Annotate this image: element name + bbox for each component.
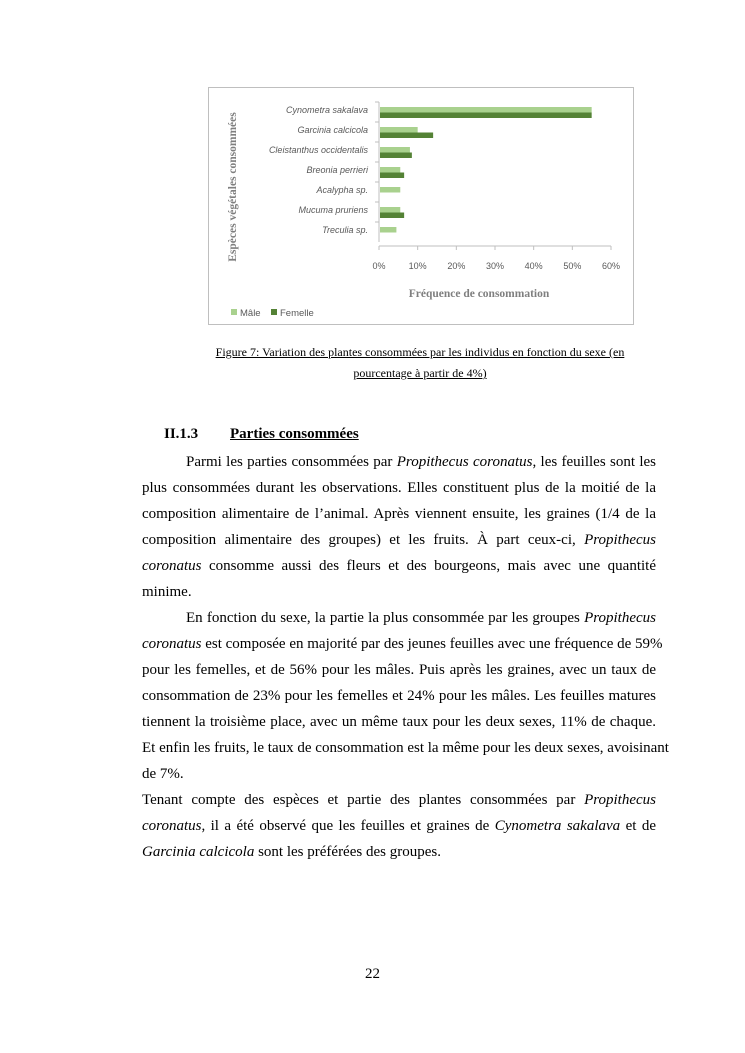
- bar-chart: [209, 88, 635, 326]
- text-segment: et de: [620, 818, 656, 834]
- text-line: [142, 816, 656, 836]
- text-line: [142, 842, 656, 862]
- bar-male: [380, 227, 396, 233]
- text-line: [142, 634, 663, 654]
- bar-male: [380, 147, 410, 153]
- caption-line-1: Figure 7: Variation des plantes consommées par les individus en fonction du sexe (en: [215, 345, 625, 359]
- text-line: [142, 556, 656, 576]
- category-label: Garcinia calcicola: [297, 125, 368, 135]
- category-label: Acalypha sp.: [316, 185, 368, 195]
- text-line: [142, 712, 656, 732]
- category-label: Mucuma pruriens: [298, 205, 368, 215]
- figure-caption: [200, 342, 640, 384]
- text-line: [142, 686, 656, 706]
- x-tick-label: 40%: [524, 261, 543, 271]
- legend-label: Mâle: [240, 308, 261, 319]
- italic-text: Propithecus coronatus: [396, 454, 533, 470]
- text-segment: est composée en majorité par des jeunes feuilles avec une fréquence de 59%: [201, 636, 663, 652]
- x-tick-label: 30%: [485, 261, 505, 271]
- bar-female: [380, 153, 412, 159]
- text-segment: consommation de 23% pour les femelles et 24% pour les mâles. Les feuilles matures: [142, 688, 656, 704]
- page-number: 22: [365, 966, 380, 982]
- text-segment: En fonction du sexe, la partie la plus consommée par les groupes: [186, 610, 585, 626]
- text-segment: pour les femelles, et de 56% pour les mâles. Puis après les graines, avec un taux de: [142, 662, 656, 678]
- x-tick-label: 60%: [601, 261, 621, 271]
- y-axis-title: Espèces végétales consommées: [227, 112, 239, 262]
- bar-male: [380, 107, 592, 113]
- text-segment: , il a été observé que les feuilles et graines de: [201, 818, 495, 834]
- category-label: Cleistanthus occidentalis: [268, 145, 368, 155]
- x-tick-label: 20%: [447, 261, 466, 271]
- legend-swatch: [231, 309, 237, 315]
- text-line: [142, 582, 656, 602]
- bar-male: [380, 187, 400, 193]
- italic-text: coronatus: [142, 558, 202, 574]
- x-tick-label: 0%: [372, 261, 386, 271]
- category-label: Cynometra sakalava: [285, 105, 368, 115]
- bar-male: [380, 167, 400, 173]
- text-segment: tiennent la troisième place, avec un même taux pour les deux sexes, 11% de chaque.: [142, 714, 656, 730]
- section-title: Parties consommées: [230, 426, 359, 442]
- text-line: [142, 504, 656, 524]
- italic-text: Cynometra sakalava: [494, 818, 621, 834]
- italic-text: coronatus: [142, 636, 202, 652]
- italic-text: Garcinia calcicola: [142, 844, 255, 860]
- text-segment: plus consommées durant les observations. Elles constituent plus de la moitié de la: [142, 480, 656, 496]
- text-line: [186, 608, 656, 628]
- text-segment: Tenant compte des espèces et partie des plantes consommées par: [142, 792, 585, 808]
- text-line: [186, 452, 656, 472]
- legend-swatch: [271, 309, 277, 315]
- category-label: Breonia perrieri: [306, 165, 368, 175]
- italic-text: Propithecus: [584, 610, 656, 626]
- bar-female: [380, 213, 404, 219]
- text-line: [142, 790, 656, 810]
- italic-text: Propithecus: [584, 792, 656, 808]
- bar-male: [380, 207, 400, 213]
- x-axis-title: Fréquence de consommation: [408, 288, 550, 300]
- x-tick-label: 50%: [563, 261, 582, 271]
- text-line: [142, 764, 656, 784]
- text-line: [142, 738, 669, 758]
- text-segment: Parmi les parties consommées par: [186, 454, 397, 470]
- text-line: [142, 530, 656, 550]
- text-segment: minime.: [142, 584, 192, 600]
- bar-female: [380, 113, 592, 119]
- text-segment: sont les préférées des groupes.: [254, 844, 441, 860]
- text-segment: composition alimentaire de l’animal. Après viennent ensuite, les graines (1/4 de la: [142, 506, 656, 522]
- chart-container: [208, 87, 634, 325]
- italic-text: coronatus: [142, 818, 202, 834]
- text-segment: , les feuilles sont les: [532, 454, 656, 470]
- text-line: [142, 478, 656, 498]
- legend-label: Femelle: [280, 308, 314, 319]
- text-segment: composition alimentaire des groupes) et les fruits. À part ceux-ci,: [142, 532, 585, 548]
- category-label: Treculia sp.: [322, 225, 368, 235]
- section-number: II.1.3: [164, 426, 199, 442]
- text-segment: Et enfin les fruits, le taux de consommation est la même pour les deux sexes, avoisinant: [142, 740, 669, 756]
- text-line: [142, 660, 656, 680]
- bar-female: [380, 173, 404, 179]
- text-segment: consomme aussi des fleurs et des bourgeons, mais avec une quantité: [201, 558, 656, 574]
- bar-female: [380, 133, 433, 139]
- text-segment: de 7%.: [142, 766, 184, 782]
- bar-male: [380, 127, 418, 133]
- x-tick-label: 10%: [408, 261, 427, 271]
- caption-line-2: pourcentage à partir de 4%): [353, 366, 487, 380]
- italic-text: Propithecus: [584, 532, 656, 548]
